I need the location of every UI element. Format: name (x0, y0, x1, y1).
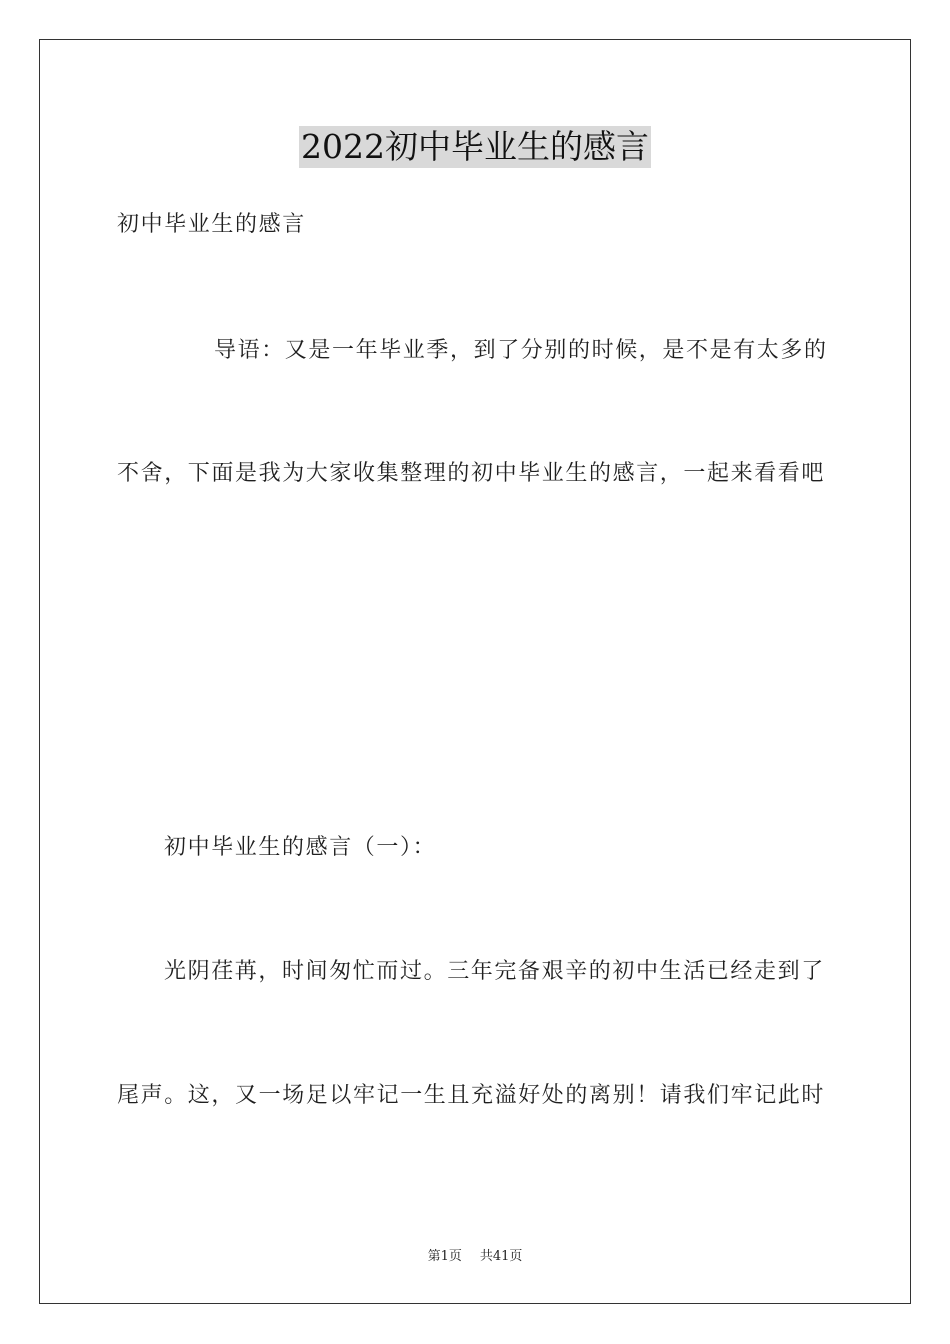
document-title: 2022初中毕业生的感言 (301, 127, 649, 166)
page-number: 第1页 (427, 1249, 462, 1264)
body-line-2: 尾声。这，又一场足以牢记一生且充溢好处的离别！请我们牢记此时 (117, 1083, 826, 1108)
body-line-1: 光阴荏苒，时间匆忙而过。三年完备艰辛的初中生活已经走到了 (164, 959, 825, 984)
page-footer (0, 1248, 950, 1266)
title-container (0, 126, 950, 168)
page-total: 共41页 (479, 1249, 523, 1264)
intro-line-2: 不舍，下面是我为大家收集整理的初中毕业生的感言，一起来看看吧 (117, 461, 826, 486)
section-heading: 初中毕业生的感言（一）： (164, 835, 437, 860)
subtitle-line: 初中毕业生的感言 (117, 212, 306, 237)
intro-line-1: 导语：又是一年毕业季，到了分别的时候，是不是有太多的 (214, 338, 828, 363)
